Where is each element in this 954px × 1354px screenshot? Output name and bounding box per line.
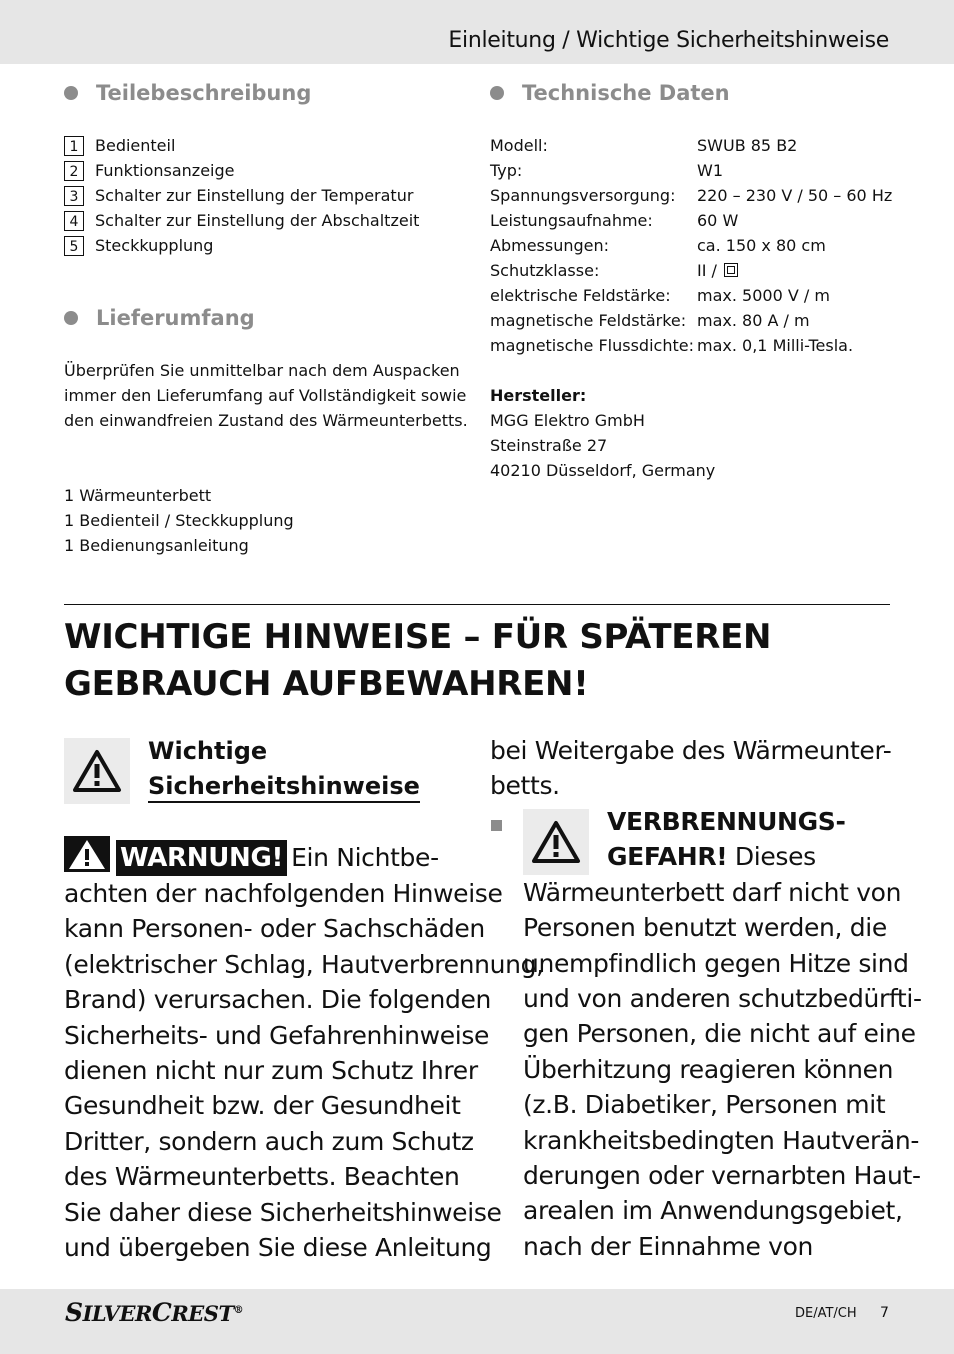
double-insulation-icon xyxy=(724,263,738,277)
spec-value: ca. 150 x 80 cm xyxy=(697,236,826,255)
text-line: bei Weitergabe des Wärmeunter- xyxy=(490,736,892,765)
delivery-heading xyxy=(64,306,255,330)
spec-label: Leistungsaufnahme: xyxy=(490,211,653,230)
table-row xyxy=(490,283,892,308)
parts-heading xyxy=(64,81,311,105)
text-line: Steinstraße 27 xyxy=(490,436,608,455)
text-line: arealen im Anwendungsgebiet, xyxy=(523,1196,903,1226)
warning-box xyxy=(64,738,130,804)
delivery-list xyxy=(64,483,294,558)
spec-value: 60 W xyxy=(697,211,739,230)
list-item xyxy=(64,208,419,233)
text-line: unempfindlich gegen Hitze sind xyxy=(523,948,909,978)
text-line: nach der Einnahme von xyxy=(523,1231,814,1261)
spec-label: magnetische Feldstärke: xyxy=(490,311,687,330)
specs-heading xyxy=(490,81,730,105)
text-line: kann Personen- oder Sachschäden xyxy=(64,914,485,944)
text-line: Sie daher diese Sicherheitshinweise xyxy=(64,1197,502,1227)
spec-label: Abmessungen: xyxy=(490,236,610,255)
spec-value: max. 5000 V / m xyxy=(697,286,830,305)
bullet-dot-icon xyxy=(490,86,504,100)
title-line: GEBRAUCH AUFBEWAHREN! xyxy=(64,664,589,704)
text-line: Dritter, sondern auch zum Schutz xyxy=(64,1126,474,1156)
table-row xyxy=(490,258,892,283)
text-line: Wärmeunterbett darf nicht von xyxy=(523,877,902,907)
text-line: immer den Lieferumfang auf Vollständigkeit sowie xyxy=(64,386,467,405)
text-line: Überprüfen Sie unmittelbar nach dem Auspacken xyxy=(64,361,460,380)
burn-warning-paragraph xyxy=(523,804,922,1264)
page-number: 7 xyxy=(880,1305,889,1321)
text-line: und übergeben Sie diese Anleitung xyxy=(64,1233,492,1263)
specs-table xyxy=(490,133,892,358)
text-line: Personen benutzt werden, die xyxy=(523,913,887,943)
spec-label: elektrische Feldstärke: xyxy=(490,286,671,305)
warning-first-line xyxy=(64,836,544,876)
list-item xyxy=(64,233,419,258)
text-line: (elektrischer Schlag, Hautverbrennung, xyxy=(64,949,544,979)
protection-class-text: II / xyxy=(697,261,722,280)
text-line: Gesundheit bzw. der Gesundheit xyxy=(64,1091,461,1121)
safety-title xyxy=(148,734,420,804)
safety-title-line: Sicherheitshinweise xyxy=(148,772,420,803)
table-row xyxy=(490,333,892,358)
text-line: betts. xyxy=(490,771,560,801)
part-label: Steckkupplung xyxy=(95,236,214,255)
text-line: den einwandfreien Zustand des Wärmeunterbetts. xyxy=(64,411,468,430)
delivery-intro xyxy=(64,358,468,433)
parts-list xyxy=(64,133,419,258)
text-line: (z.B. Diabetiker, Personen mit xyxy=(523,1090,886,1120)
text-line: und von anderen schutzbedürfti- xyxy=(523,984,922,1014)
spec-label: Schutzklasse: xyxy=(490,261,600,280)
part-number: 5 xyxy=(64,236,84,256)
title-line: WICHTIGE HINWEISE – FÜR SPÄTEREN xyxy=(64,617,772,657)
part-number: 2 xyxy=(64,161,84,181)
page-title xyxy=(64,614,771,708)
burn-heading: VERBRENNUNGS- xyxy=(607,807,846,836)
text-line: Brand) verursachen. Die folgenden xyxy=(64,985,492,1015)
delivery-heading-text: Lieferumfang xyxy=(96,306,255,330)
spec-label: magnetische Flussdichte: xyxy=(490,336,694,355)
warning-triangle-icon xyxy=(64,836,110,872)
spec-label: Typ: xyxy=(490,161,523,180)
spec-value-protection-class xyxy=(697,261,738,280)
parts-heading-text: Teilebeschreibung xyxy=(96,81,312,105)
square-bullet-icon xyxy=(491,820,502,831)
spec-value: W1 xyxy=(697,161,723,180)
section-divider xyxy=(64,604,890,605)
text-line: des Wärmeunterbetts. Beachten xyxy=(64,1162,460,1192)
warning-triangle-icon xyxy=(72,749,122,793)
spec-value: SWUB 85 B2 xyxy=(697,136,798,155)
list-item xyxy=(64,133,419,158)
text-line: Ein Nichtbe- xyxy=(291,843,439,872)
table-row xyxy=(490,308,892,333)
list-item xyxy=(64,183,419,208)
manufacturer-label: Hersteller: xyxy=(490,386,587,405)
part-label: Funktionsanzeige xyxy=(95,161,235,180)
list-item xyxy=(64,158,419,183)
bullet-dot-icon xyxy=(64,86,78,100)
list-item: 1 Bedienungsanleitung xyxy=(64,536,249,555)
bullet-dot-icon xyxy=(64,311,78,325)
specs-heading-text: Technische Daten xyxy=(522,81,730,105)
part-number: 1 xyxy=(64,136,84,156)
text-line: achten der nachfolgenden Hinweise xyxy=(64,879,503,908)
table-row xyxy=(490,183,892,208)
continued-paragraph xyxy=(490,733,891,804)
text-line: Überhitzung reagieren können xyxy=(523,1054,894,1084)
warning-label: WARNUNG! xyxy=(116,840,287,876)
spec-label: Spannungsversorgung: xyxy=(490,186,676,205)
list-item: 1 Wärmeunterbett xyxy=(64,486,212,505)
part-label: Schalter zur Einstellung der Temperatur xyxy=(95,186,414,205)
text-line: Dieses xyxy=(727,842,816,872)
list-item: 1 Bedienteil / Steckkupplung xyxy=(64,511,294,530)
text-line: Sicherheits- und Gefahrenhinweise xyxy=(64,1020,490,1050)
text-line: derungen oder vernarbten Haut- xyxy=(523,1161,921,1191)
table-row xyxy=(490,233,892,258)
part-label: Bedienteil xyxy=(95,136,176,155)
manufacturer-block xyxy=(490,383,715,483)
warning-paragraph xyxy=(64,836,544,1265)
table-row xyxy=(490,133,892,158)
text-line: MGG Elektro GmbH xyxy=(490,411,645,430)
part-label: Schalter zur Einstellung der Abschaltzeit xyxy=(95,211,420,230)
part-number: 3 xyxy=(64,186,84,206)
table-row xyxy=(490,158,892,183)
page-header-title: Einleitung / Wichtige Sicherheitshinweise xyxy=(448,28,889,53)
table-row xyxy=(490,208,892,233)
spec-value: max. 80 A / m xyxy=(697,311,810,330)
spec-value: 220 – 230 V / 50 – 60 Hz xyxy=(697,186,893,205)
text-line: dienen nicht nur zum Schutz Ihrer xyxy=(64,1056,478,1086)
spec-label: Modell: xyxy=(490,136,548,155)
burn-heading-bold: GEFAHR! xyxy=(607,842,728,872)
safety-title-line: Wichtige xyxy=(148,737,268,765)
text-line: krankheitsbedingten Hautverän- xyxy=(523,1125,920,1155)
text-line: 40210 Düsseldorf, Germany xyxy=(490,461,716,480)
burn-heading-line xyxy=(523,839,922,874)
spec-value: max. 0,1 Milli-Tesla. xyxy=(697,336,854,355)
part-number: 4 xyxy=(64,211,84,231)
footer-language-codes: DE/AT/CH xyxy=(795,1306,857,1321)
text-line: gen Personen, die nicht auf eine xyxy=(523,1019,916,1049)
brand-logo: SILVERCREST® xyxy=(65,1298,244,1327)
